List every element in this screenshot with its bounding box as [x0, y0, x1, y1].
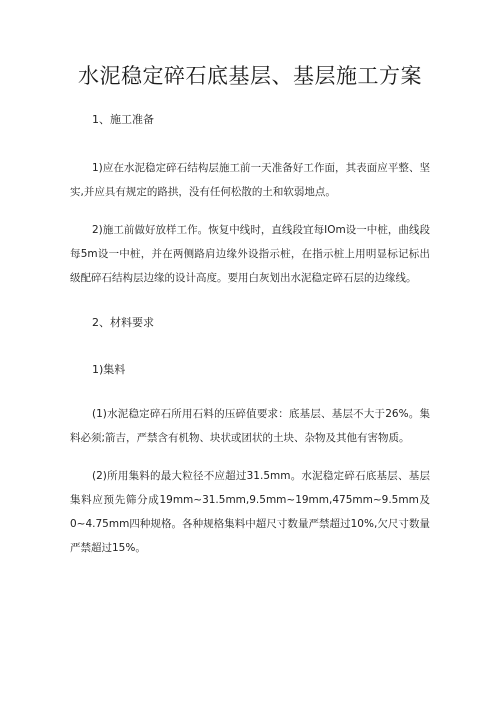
subheading-aggregate: 1)集料 — [92, 363, 126, 376]
paragraph-crushing-value: (1)水泥稳定碎石所用石料的压碎值要求：底基层、基层不大于26%。集料必须;箭吉，严禁含有机物、块状或团状的土块、杂物及其他有害物质。 — [70, 408, 430, 444]
paragraph-aggregate-size: (2)所用集料的最大粒径不应超过31.5mm。水泥稳定碎石底基层、基层集料应预先筛分成19mm~31.5mm,9.5mm~19mm,475mm~9.5mm及0~4.75mm四种规格。各种规格集料中超尺寸数量严禁超过10%,欠尺寸数量严禁超过15%。 — [70, 470, 430, 554]
section-heading-materials: 2、材料要求 — [92, 316, 154, 329]
document-title: 水泥稳定碎石底基层、基层施工方案 — [78, 64, 422, 88]
section-heading-preparation: 1、施工准备 — [92, 113, 154, 126]
paragraph-work-surface: 1)应在水泥稳定碎石结构层施工前一天准备好工作面，其表面应平整、坚实,并应具有规定的路拱，没有任何松散的土和软弱地点。 — [70, 162, 430, 198]
paragraph-layout-staking: 2)施工前做好放样工作。恢复中线时，直线段宜每IOm设一中桩，曲线段每5m设一中桩，并在两侧路肩边缘外设指示桩，在指示桩上用明显标记标出级配碎石结构层边缘的设计高度。要用白灰划出水泥稳定碎石层的边缘线。 — [70, 224, 430, 284]
